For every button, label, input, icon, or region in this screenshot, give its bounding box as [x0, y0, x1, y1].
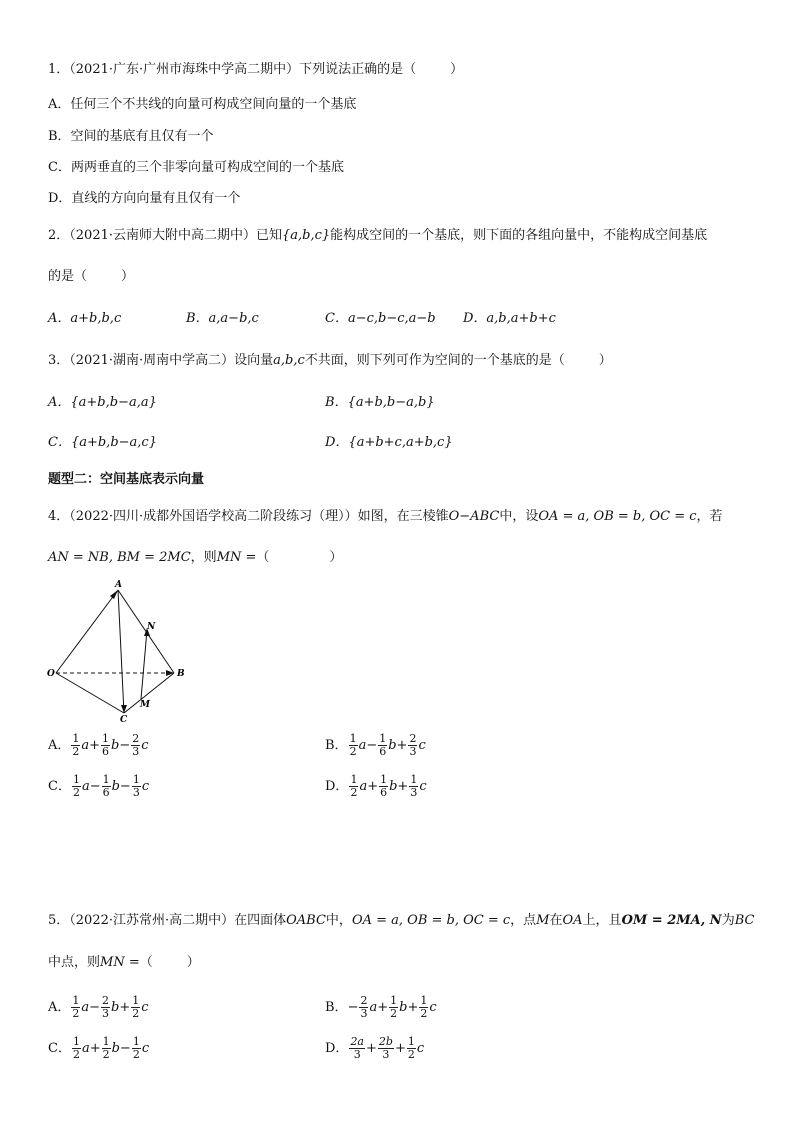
q4-stem-cont	[48, 550, 342, 566]
q3-option-a: A．{a+b,b−a,a}	[48, 395, 157, 410]
q1-stem-close: ）	[450, 62, 464, 77]
edge-oc	[56, 673, 124, 713]
fraction: $\frac{1}{2}$	[420, 994, 428, 1020]
fraction: $\frac{1}{3}$	[410, 773, 418, 799]
term: b+	[111, 1000, 131, 1015]
option-letter: B．	[325, 1000, 348, 1015]
q4-stem	[48, 509, 723, 525]
term: a+	[81, 1041, 101, 1056]
q3-option-b: B．{a+b,b−a,b}	[325, 395, 435, 410]
q4-condition-1: OA = a, OB = b, OC = c	[538, 509, 697, 524]
sign: −	[347, 1000, 359, 1015]
fraction: $\frac{1}{2}$	[349, 732, 357, 758]
q3-option-c: C．{a+b,b−a,c}	[48, 435, 157, 450]
option-letter: A．	[48, 1000, 71, 1015]
q4-stem-text-4: ，则	[190, 550, 217, 565]
term: c	[141, 1000, 149, 1015]
q2-option-a: A．a+b,b,c	[48, 311, 122, 326]
q1-option-c: C．两两垂直的三个非零向量可构成空间的一个基底	[48, 160, 344, 175]
q3-stem-text-2: 不共面，则下列可作为空间的一个基底的是（	[304, 353, 565, 368]
term: b+	[389, 779, 409, 794]
q5-stem-text-2: 中，	[325, 913, 352, 928]
q5-condition-1: OA = a, OB = b, OC = c	[351, 913, 511, 928]
q2-option-c: C．a−c,b−c,a−b	[325, 311, 436, 326]
q4-target: MN =	[216, 550, 257, 565]
q5-segment-bc: BC	[734, 913, 755, 928]
edge-oa	[56, 590, 118, 673]
q2-stem-text-3: 的是（	[48, 269, 88, 284]
term: c	[429, 1000, 437, 1015]
term: +	[394, 1041, 406, 1056]
q5-segment-oa: OA	[562, 913, 583, 928]
q5-option-d	[325, 1036, 424, 1061]
q3-stem	[48, 353, 612, 369]
option-letter: A．	[48, 738, 71, 753]
fraction: $\frac{1}{2}$	[102, 1035, 110, 1061]
q2-stem-text: 2．（2021·云南师大附中高二期中）已知	[48, 228, 282, 243]
label-a: A	[115, 580, 122, 590]
q5-point-m: M	[536, 913, 550, 928]
term: b−	[111, 738, 131, 753]
q2-stem-text-2: 能构成空间的一个基底，则下面的各组向量中，不能构成空间基底	[330, 228, 708, 243]
segment-mn	[141, 630, 147, 699]
fraction: $\frac{2b}{3}$	[378, 1035, 393, 1061]
q4-stem-close: ）	[329, 550, 343, 565]
q1-stem	[48, 62, 463, 78]
q5-stem-text-7: 中点，则	[48, 955, 101, 970]
q4-stem-text-3: ，若	[696, 509, 723, 524]
q5-solid: OABC	[286, 913, 326, 928]
q3-vectors: a,b,c	[273, 353, 305, 368]
q5-stem-close: ）	[186, 955, 200, 970]
q3-stem-text: 3．（2021·湖南·周南中学高二）设向量	[48, 353, 274, 368]
term: b+	[399, 1000, 419, 1015]
term: c	[141, 738, 149, 753]
q5-option-b	[325, 995, 437, 1020]
q5-stem-cont	[48, 955, 200, 971]
term: a+	[359, 779, 379, 794]
fraction: $\frac{2}{3}$	[102, 994, 110, 1020]
fraction: $\frac{2a}{3}$	[350, 1035, 364, 1061]
term: c	[416, 1041, 425, 1056]
q5-stem-text: 5．（2022·江苏常州·高二期中）在四面体	[48, 913, 287, 928]
fraction: $\frac{1}{2}$	[132, 1035, 140, 1061]
q5-stem-text-5: 上，且	[582, 913, 622, 928]
fraction: $\frac{1}{2}$	[72, 1035, 80, 1061]
q5-stem-text-6: 为	[721, 913, 735, 928]
label-n: N	[147, 622, 156, 632]
q4-paren-open: （	[256, 550, 270, 565]
arrow-oa-icon	[110, 590, 118, 599]
q2-stem	[48, 228, 707, 244]
option-letter: C．	[48, 1041, 71, 1056]
q4-option-a	[48, 733, 149, 758]
term: a+	[81, 738, 101, 753]
fraction: $\frac{1}{2}$	[132, 994, 140, 1020]
option-letter: D．	[325, 1041, 349, 1056]
section-title: 题型二：空间基底表示向量	[48, 472, 205, 487]
fraction: $\frac{1}{6}$	[102, 773, 110, 799]
option-letter: B．	[325, 738, 348, 753]
term: a−	[81, 1000, 101, 1015]
q2-option-d: D．a,b,a+b+c	[463, 311, 556, 326]
term: c	[418, 738, 426, 753]
term: c	[141, 1041, 150, 1056]
fraction: $\frac{1}{6}$	[380, 773, 388, 799]
q1-option-a: A．任何三个不共线的向量可构成空间向量的一个基底	[48, 97, 357, 112]
term: c	[419, 779, 427, 794]
fraction: $\frac{1}{6}$	[102, 732, 110, 758]
fraction: $\frac{1}{2}$	[72, 994, 80, 1020]
q2-stem-cont	[48, 269, 134, 285]
fraction: $\frac{1}{2}$	[350, 773, 358, 799]
fraction: $\frac{2}{3}$	[409, 732, 417, 758]
fraction: $\frac{1}{2}$	[390, 994, 398, 1020]
term: a−	[358, 738, 378, 753]
q5-stem-text-4: 在	[549, 913, 563, 928]
option-letter: C．	[48, 779, 71, 794]
q5-option-a	[48, 995, 149, 1020]
option-letter: D．	[325, 779, 349, 794]
label-m: M	[140, 700, 150, 710]
label-b: B	[177, 669, 185, 679]
q1-stem-text: 1．（2021·广东·广州市海珠中学高二期中）下列说法正确的是（	[48, 62, 417, 77]
term: c	[141, 779, 150, 794]
q4-option-d	[325, 774, 427, 799]
term: b−	[111, 1041, 131, 1056]
q4-option-c	[48, 774, 149, 799]
q2-option-b: B．a,a−b,c	[186, 311, 259, 326]
tetrahedron-figure	[44, 578, 194, 726]
fraction: $\frac{1}{2}$	[72, 732, 80, 758]
q4-stem-text-2: 中，设	[499, 509, 539, 524]
q5-stem	[48, 913, 754, 929]
fraction: $\frac{2}{3}$	[360, 994, 368, 1020]
edge-ac	[118, 590, 124, 713]
q5-stem-text-3: ，点	[510, 913, 537, 928]
fraction: $\frac{2}{3}$	[132, 732, 140, 758]
q1-option-d: D．直线的方向向量有且仅有一个	[48, 191, 241, 206]
q5-paren-open: （	[139, 955, 153, 970]
term: a+	[369, 1000, 389, 1015]
q5-option-c	[48, 1036, 149, 1061]
q3-stem-close: ）	[598, 353, 612, 368]
term: a−	[81, 779, 101, 794]
q4-condition-2: AN = NB, BM = 2MC	[48, 550, 191, 565]
label-c: C	[120, 715, 128, 725]
q5-target: MN =	[100, 955, 140, 970]
q2-basis-set: {a,b,c}	[282, 228, 331, 243]
label-o: O	[47, 669, 55, 679]
term: b+	[388, 738, 408, 753]
q4-solid: O−ABC	[448, 509, 500, 524]
q4-stem-text: 4．（2022·四川·成都外国语学校高二阶段练习（理））如图，在三棱锥	[48, 509, 449, 524]
fraction: $\frac{1}{6}$	[379, 732, 387, 758]
fraction: $\frac{1}{2}$	[407, 1035, 415, 1061]
fraction: $\frac{1}{2}$	[72, 773, 80, 799]
term: +	[366, 1041, 377, 1056]
q2-stem-close: ）	[121, 269, 135, 284]
q4-option-b	[325, 733, 426, 758]
q5-condition-2: OM = 2MA, N	[621, 913, 722, 928]
q3-option-d: D．{a+b+c,a+b,c}	[325, 435, 453, 450]
term: b−	[111, 779, 131, 794]
fraction: $\frac{1}{3}$	[132, 773, 140, 799]
q1-option-b: B．空间的基底有且仅有一个	[48, 129, 214, 144]
